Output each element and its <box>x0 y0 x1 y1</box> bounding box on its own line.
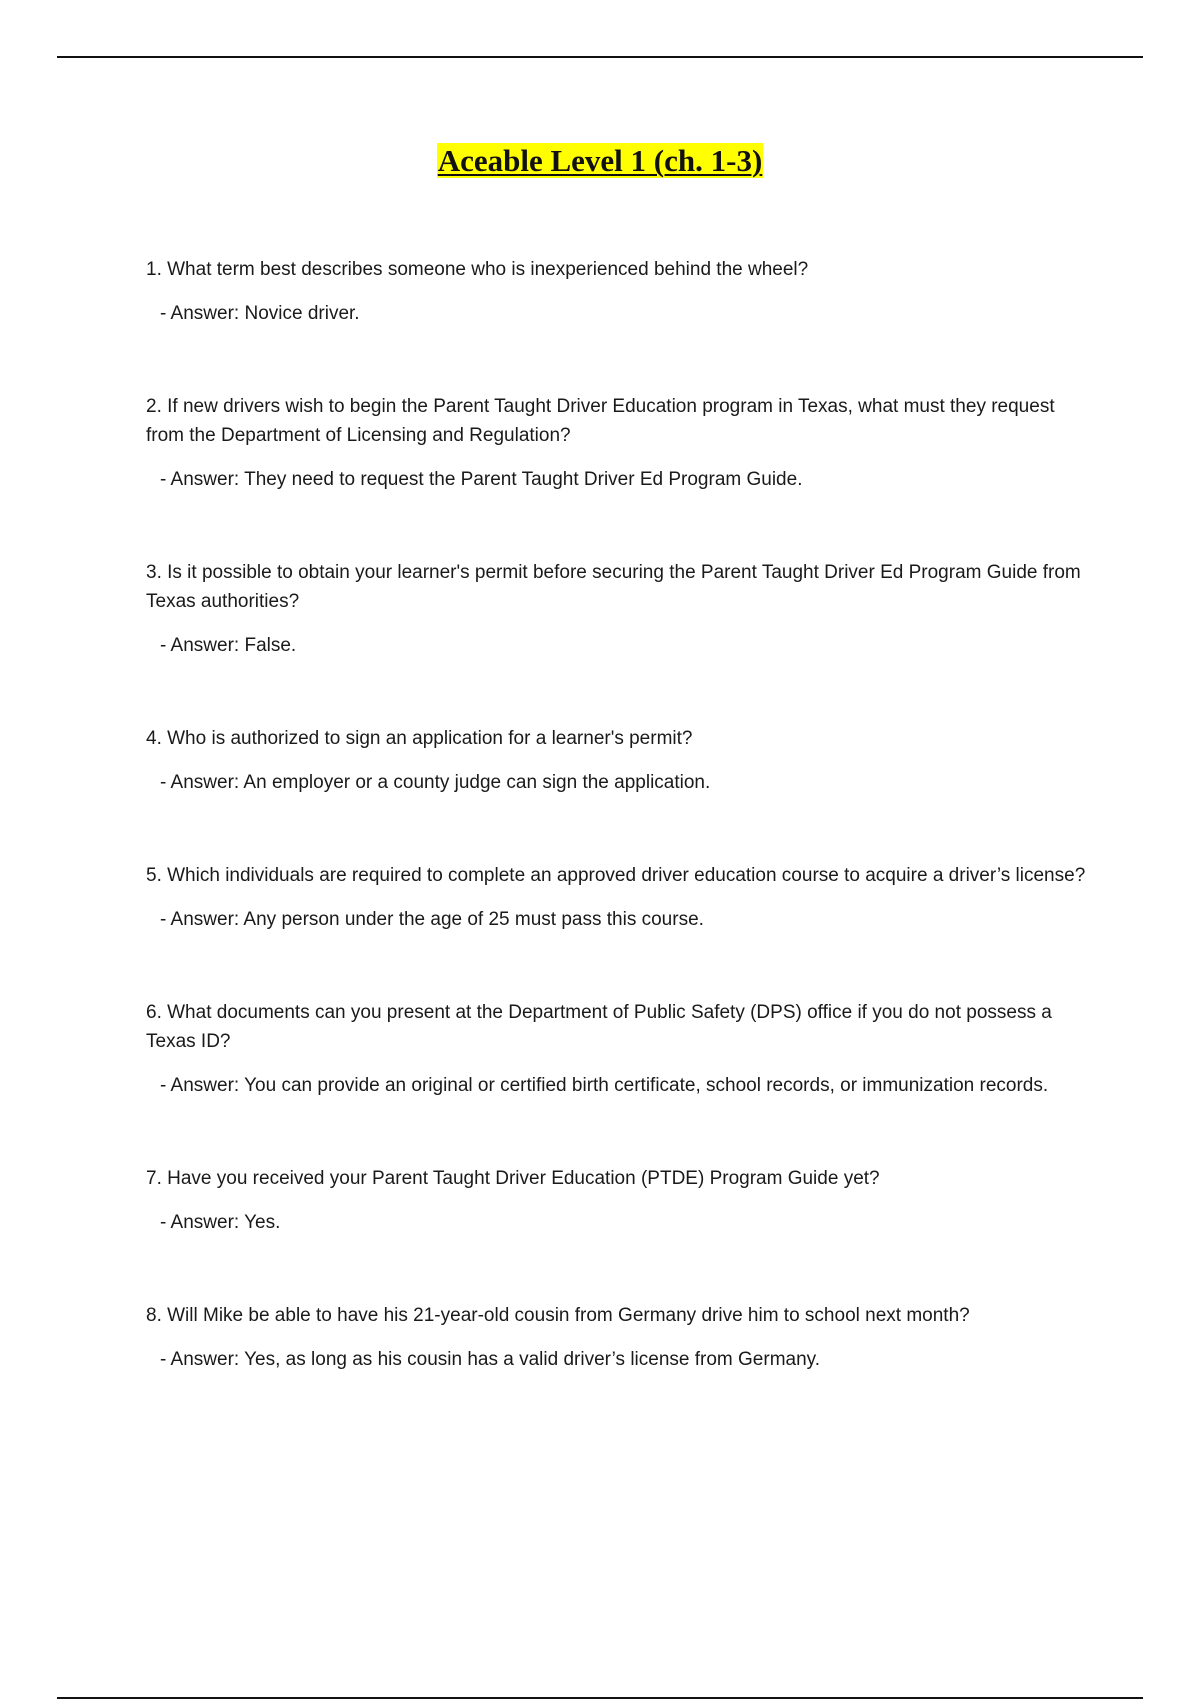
top-rule <box>57 56 1143 58</box>
answer-8: - Answer: Yes, as long as his cousin has a valid driver’s license from Germany. <box>160 1349 821 1370</box>
qa-item-1 <box>146 255 1086 328</box>
question-7: 7. Have you received your Parent Taught Driver Education (PTDE) Program Guide yet? <box>146 1168 880 1189</box>
qa-item-5 <box>146 861 1086 934</box>
question-6: 6. What documents can you present at the Department of Public Safety (DPS) office if you do not possess a Texas ID? <box>146 1002 1052 1052</box>
qa-item-3 <box>146 558 1086 660</box>
question-1: 1. What term best describes someone who is inexperienced behind the wheel? <box>146 259 809 280</box>
answer-7: - Answer: Yes. <box>160 1212 281 1233</box>
question-5: 5. Which individuals are required to complete an approved driver education course to acquire a driver’s license? <box>146 865 1086 886</box>
question-4: 4. Who is authorized to sign an application for a learner's permit? <box>146 728 693 749</box>
title-block <box>0 143 1200 179</box>
answer-6: - Answer: You can provide an original or certified birth certificate, school records, or immunization records. <box>160 1075 1049 1096</box>
question-8: 8. Will Mike be able to have his 21-year-old cousin from Germany drive him to school next month? <box>146 1305 970 1326</box>
qa-list <box>146 255 1086 1438</box>
question-3: 3. Is it possible to obtain your learner's permit before securing the Parent Taught Driver Ed Program Guide from Texas authorities? <box>146 562 1081 612</box>
answer-5: - Answer: Any person under the age of 25 must pass this course. <box>160 909 704 930</box>
qa-item-4 <box>146 724 1086 797</box>
qa-item-2 <box>146 392 1086 494</box>
answer-2: - Answer: They need to request the Parent Taught Driver Ed Program Guide. <box>160 469 803 490</box>
question-2: 2. If new drivers wish to begin the Parent Taught Driver Education program in Texas, what must they request from the Department of Licensing and Regulation? <box>146 396 1055 446</box>
answer-3: - Answer: False. <box>160 635 297 656</box>
qa-item-6 <box>146 998 1086 1100</box>
answer-1: - Answer: Novice driver. <box>160 303 360 324</box>
qa-item-8 <box>146 1301 1086 1374</box>
bottom-rule <box>57 1697 1143 1699</box>
qa-item-7 <box>146 1164 1086 1237</box>
document-title: Aceable Level 1 (ch. 1-3) <box>437 143 763 178</box>
answer-4: - Answer: An employer or a county judge can sign the application. <box>160 772 711 793</box>
